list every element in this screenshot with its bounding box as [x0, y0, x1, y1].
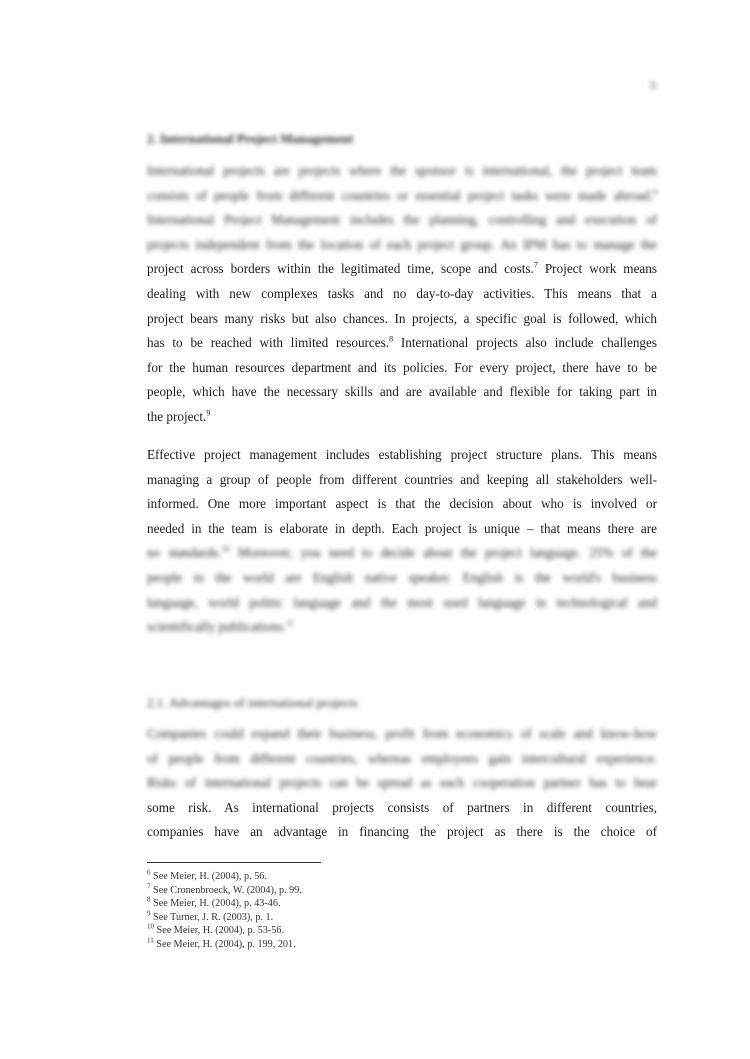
footnote-divider	[147, 862, 321, 863]
paragraph-line: International Project Management includes the planning, controlling and execution of	[147, 212, 657, 228]
paragraph-line: needed in the team is elaborate in depth. Each project is unique – that means there are	[147, 520, 657, 536]
paragraph-line: some risk. As international projects consists of partners in different countries,	[147, 799, 657, 815]
section-heading: 2. International Project Management	[147, 131, 354, 146]
footnote: $^{11}$ See Meier, H. (2004), p. 199, 201.	[147, 936, 296, 950]
paragraph-line: project bears many risks but also chances. In projects, a specific goal is followed, which	[147, 310, 657, 326]
footnote: $^6$ See Meier, H. (2004), p. 56.	[147, 868, 267, 882]
paragraph-line: the project.$^9$	[147, 408, 211, 424]
footnote-ref: 10	[221, 544, 230, 554]
paragraph-3	[147, 722, 657, 845]
paragraph-2	[147, 443, 657, 640]
paragraph-line: people in the world are English native speaker. English is the world's business	[147, 569, 657, 585]
paragraph-line: International projects are projects where the sponsor is international, the project team	[147, 163, 657, 178]
paragraph-1	[147, 159, 657, 430]
paragraph-line: companies have an advantage in financing the project as there is the choice of	[147, 824, 657, 840]
footnote-ref: 7	[533, 260, 538, 270]
paragraph-line: informed. One more important aspect is that the decision about who is involved or	[147, 496, 657, 512]
paragraph-line: Effective project management includes establishing project structure plans. This means	[147, 447, 657, 462]
footnote-ref: 8	[389, 334, 394, 344]
paragraph-line: Companies could expand their business, profit from economics of scale and know-how	[147, 726, 657, 741]
footnote: $^{10}$ See Meier, H. (2004), p. 53-56.	[147, 922, 285, 937]
paragraph-line: scientifically publications.$^{11}$	[147, 618, 294, 635]
paragraph-line: of people from different countries, whereas employees gain intercultural experience.	[147, 750, 657, 766]
paragraph-line: consists of people from different countries or essential project tasks were made abroad.$^6$	[147, 187, 657, 203]
footnote-ref: 9	[206, 408, 211, 418]
footnote-ref: 6	[653, 187, 657, 197]
footnote-list	[147, 870, 302, 952]
paragraph-line: Risks of international projects can be spread as each cooperation partner has to bear	[147, 775, 657, 791]
paragraph-line: dealing with new complexes tasks and no day-to-day activities. This means that a	[147, 285, 657, 301]
footnote: $^7$ See Cronenbroeck, W. (2004), p. 99.	[147, 882, 302, 896]
paragraph-line: managing a group of people from different countries and keeping all stakeholders well-	[147, 471, 657, 487]
paragraph-line: people, which have the necessary skills and are available and flexible for taking part in	[147, 384, 657, 400]
footnote-ref: 11	[286, 618, 294, 628]
paragraph-line: project across borders within the legitimated time, scope and costs.$^7$ Project work means	[147, 260, 658, 277]
paragraph-line: for the human resources department and its policies. For every project, there have to be	[147, 359, 657, 375]
paragraph-line: projects independent from the location of each project group. An IPM has to manage the	[147, 236, 657, 252]
subsection-heading: 2.1. Advantages of international projects	[147, 695, 358, 710]
page-number: 5	[650, 78, 656, 92]
paragraph-line: language, world politic language and the most used language in technological and	[147, 594, 657, 610]
footnote: $^8$ See Meier, H. (2004), p. 43-46.	[147, 895, 281, 910]
paragraph-line: has to be reached with limited resources.$^8$ International projects also include challenges	[147, 334, 657, 351]
paragraph-line: no standards.$^{10}$ Moreover, you need to decide about the project language. 25% of the	[147, 544, 658, 561]
footnote: $^9$ See Turner, J. R. (2003), p. 1.	[147, 909, 274, 923]
